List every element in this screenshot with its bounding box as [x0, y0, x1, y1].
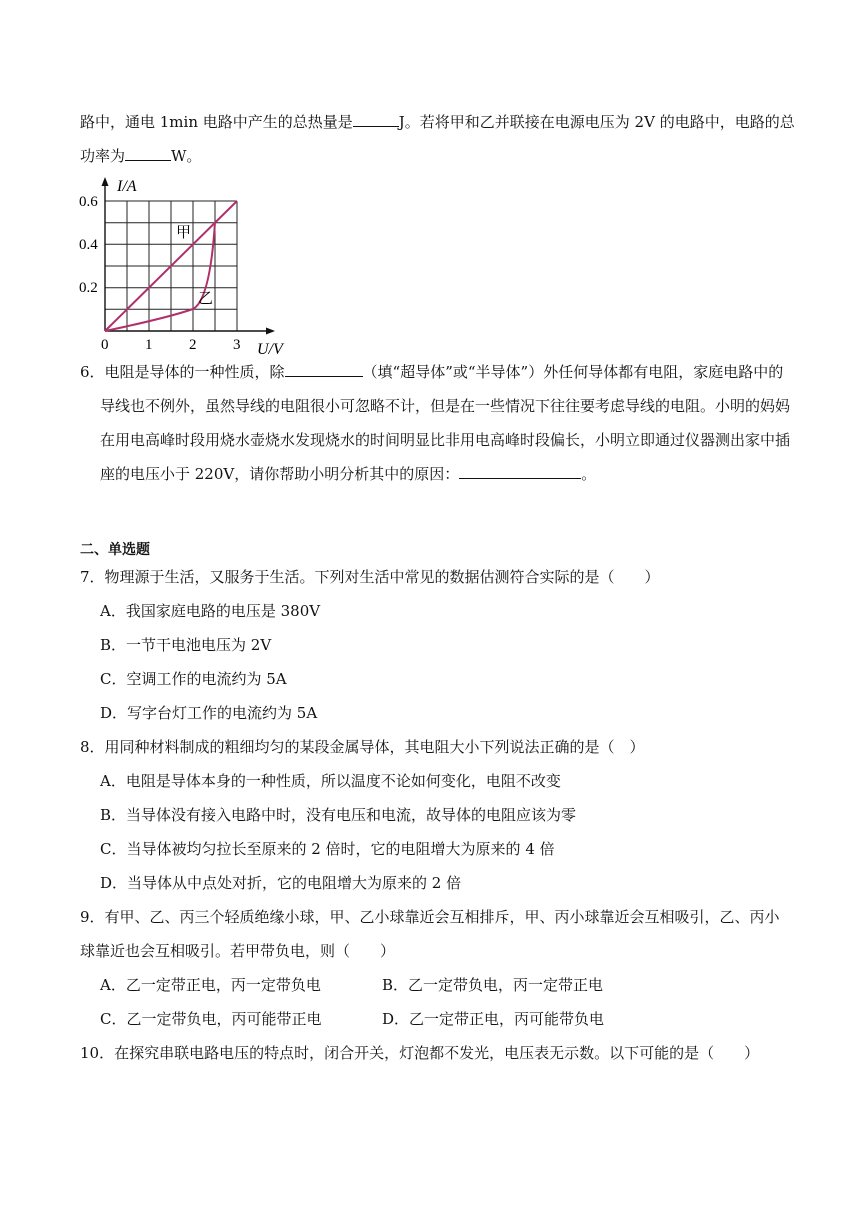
x-tick-label: 3: [233, 337, 241, 353]
q5-text: 路中，通电 1min 电路中产生的总热量是: [80, 113, 353, 131]
q7-option-b[interactable]: B．一节干电池电压为 2V: [100, 636, 272, 654]
q8-option-b[interactable]: B．当导体没有接入电路中时，没有电压和电流，故导体的电阻应该为零: [100, 806, 577, 824]
y-tick-label: 0.6: [79, 194, 98, 210]
q7-stem: 7．物理源于生活，又服务于生活。下列对生活中常见的数据估测符合实际的是（ ）: [80, 568, 660, 586]
q6-text: （填“超导体”或“半导体”）外任何导体都有电阻，家庭电路中的: [362, 363, 784, 381]
q7-option-c[interactable]: C．空调工作的电流约为 5A: [100, 670, 287, 688]
q8-option-a[interactable]: A．电阻是导体本身的一种性质，所以温度不论如何变化，电阻不改变: [100, 772, 561, 790]
q9-option-a[interactable]: A．乙一定带正电，丙一定带负电: [100, 976, 321, 994]
q9-option-d[interactable]: D．乙一定带正电，丙可能带负电: [382, 1010, 605, 1028]
q6-text: 座的电压小于 220V，请你帮助小明分析其中的原因：: [100, 465, 460, 483]
q5-text: W。: [171, 147, 202, 165]
q7-option-a[interactable]: A．我国家庭电路的电压是 380V: [100, 602, 321, 620]
y-axis-label: I/A: [117, 178, 137, 195]
x-tick-label: 0: [101, 337, 109, 353]
section-heading: 二、单选题: [80, 542, 150, 558]
q6-line-3: 在用电高峰时段用烧水壶烧水发现烧水的时间明显比非用电高峰时段偏长，小明立即通过仪器测出家中插: [100, 431, 791, 449]
answer-blank[interactable]: [285, 362, 363, 377]
q6-text: 。: [581, 465, 597, 483]
q5-line-2: [80, 145, 201, 167]
iu-graph: [72, 175, 312, 360]
q5-text: J。若将甲和乙并联接在电源电压为 2V 的电路中，电路的总: [398, 113, 795, 131]
q7-option-d[interactable]: D．写字台灯工作的电流约为 5A: [100, 704, 318, 722]
q6-line-1: [80, 361, 783, 383]
answer-blank[interactable]: [125, 146, 171, 161]
answer-blank[interactable]: [353, 112, 399, 127]
x-tick-label: 1: [145, 337, 153, 353]
y-tick-label: 0.2: [79, 280, 98, 296]
q10-stem: 10．在探究串联电路电压的特点时，闭合开关，灯泡都不发光，电压表无示数。以下可能的是（ ）: [80, 1044, 760, 1062]
q9-stem-line-2: 球靠近也会互相吸引。若甲带负电，则（ ）: [80, 942, 396, 960]
q6-text: 6．电阻是导体的一种性质，除: [80, 363, 285, 381]
q9-option-c[interactable]: C．乙一定带负电，丙可能带正电: [100, 1010, 322, 1028]
q5-text: 功率为: [80, 147, 126, 165]
q9-option-b[interactable]: B．乙一定带负电，丙一定带正电: [382, 976, 604, 994]
y-tick-label: 0.4: [79, 237, 98, 253]
q8-option-d[interactable]: D．当导体从中点处对折，它的电阻增大为原来的 2 倍: [100, 874, 462, 892]
q9-stem-line-1: 9．有甲、乙、丙三个轻质绝缘小球，甲、乙小球靠近会互相排斥，甲、丙小球靠近会互相吸引，乙、丙小: [80, 908, 780, 926]
label-yi: 乙: [198, 291, 214, 307]
q8-option-c[interactable]: C．当导体被均匀拉长至原来的 2 倍时，它的电阻增大为原来的 4 倍: [100, 840, 555, 858]
q5-line-1: [80, 111, 795, 133]
label-jia: 甲: [176, 225, 192, 241]
q6-line-2: 导线也不例外，虽然导线的电阻很小可忽略不计，但是在一些情况下往往要考虑导线的电阻。小明的妈妈: [100, 397, 791, 415]
answer-blank[interactable]: [459, 464, 581, 479]
x-axis-label: U/V: [257, 341, 283, 358]
q6-line-4: [100, 463, 596, 485]
q8-stem: 8．用同种材料制成的粗细均匀的某段金属导体，其电阻大小下列说法正确的是（ ）: [80, 738, 645, 756]
x-tick-label: 2: [189, 337, 197, 353]
